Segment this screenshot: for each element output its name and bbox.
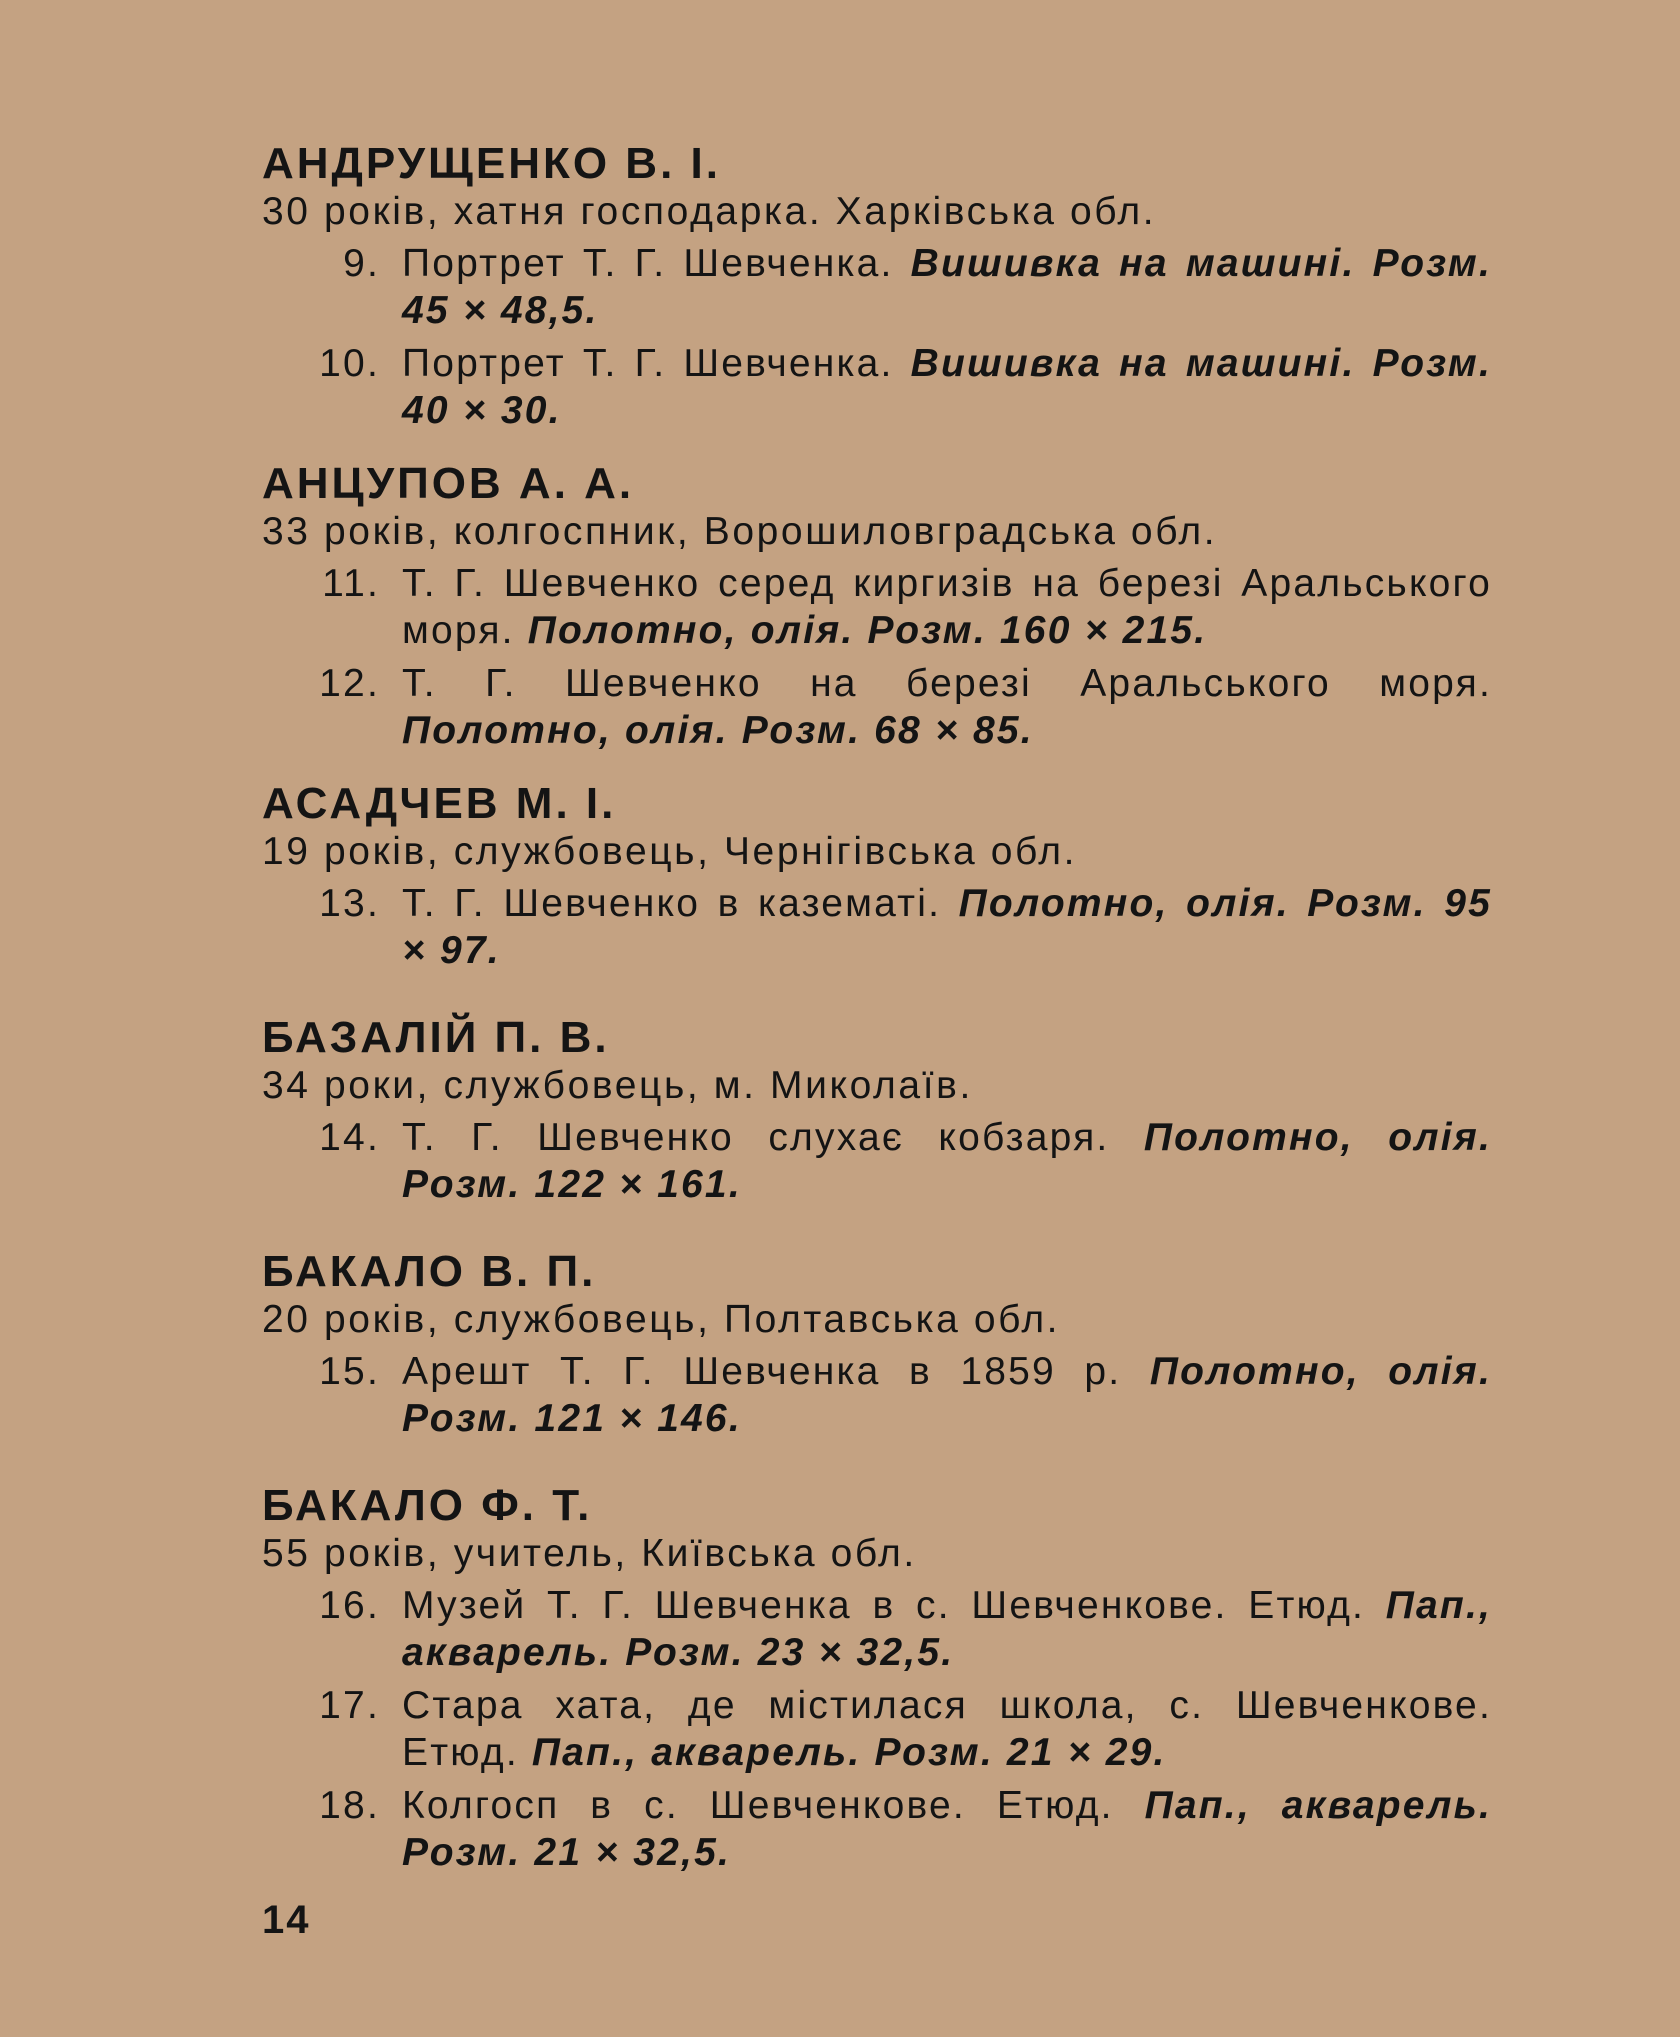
artwork-description	[402, 880, 1492, 974]
artwork-description	[402, 240, 1492, 334]
artwork-title: Т. Г. Шевченко на березі Аральського моря.	[402, 662, 1492, 705]
artwork-technique: Вишивка на машині. Розм. 40 × 30.	[402, 342, 1492, 432]
artist-entry	[262, 1482, 1492, 1876]
artwork-technique: Полотно, олія. Розм. 160 × 215.	[527, 609, 1208, 652]
artist-bio: 34 роки, службовець, м. Миколаїв.	[262, 1064, 973, 1107]
artwork-item	[262, 1348, 1492, 1442]
artist-entry	[262, 780, 1492, 974]
artwork-number: 18.	[319, 1784, 380, 1827]
artwork-technique: Вишивка на машині. Розм. 45 × 48,5.	[402, 242, 1492, 332]
artwork-description	[402, 1682, 1492, 1776]
artwork-number: 10.	[319, 342, 380, 385]
page-number: 14	[262, 1898, 311, 1942]
artwork-title: Портрет Т. Г. Шевченка.	[402, 242, 894, 285]
artwork-technique: Пап., акварель. Розм. 21 × 32,5.	[402, 1784, 1493, 1874]
artist-entry	[262, 1014, 1492, 1208]
artwork-description	[402, 340, 1492, 434]
artwork-title: Т. Г. Шевченко слухає кобзаря.	[402, 1116, 1110, 1159]
artist-name: БАКАЛО Ф. Т.	[262, 1481, 593, 1530]
artwork-technique: Полотно, олія. Розм. 121 × 146.	[402, 1350, 1492, 1440]
artwork-number: 16.	[319, 1584, 380, 1627]
artist-bio: 20 років, службовець, Полтавська обл.	[262, 1298, 1061, 1341]
artwork-item	[262, 660, 1492, 754]
artwork-number: 17.	[319, 1684, 380, 1727]
artist-entry	[262, 1248, 1492, 1442]
artist-name: БАКАЛО В. П.	[262, 1247, 597, 1296]
artwork-title: Т. Г. Шевченко серед киргизів на березі Аральського моря.	[402, 562, 1492, 652]
artwork-description	[402, 1582, 1492, 1676]
artist-entry	[262, 460, 1492, 754]
artwork-technique: Полотно, олія. Розм. 122 × 161.	[402, 1116, 1492, 1206]
artwork-description	[402, 660, 1492, 754]
artwork-number: 12.	[319, 662, 380, 705]
artwork-title: Т. Г. Шевченко в казематі.	[402, 882, 942, 925]
artwork-title: Арешт Т. Г. Шевченка в 1859 р.	[402, 1350, 1122, 1393]
artwork-description	[402, 1114, 1492, 1208]
artwork-description	[402, 1782, 1492, 1876]
artwork-item	[262, 560, 1492, 654]
artwork-description	[402, 560, 1492, 654]
artwork-number: 11.	[322, 562, 380, 605]
artwork-number: 9.	[343, 242, 380, 285]
artwork-item	[262, 1682, 1492, 1776]
artist-name: АНДРУЩЕНКО В. І.	[262, 139, 721, 188]
artwork-item	[262, 240, 1492, 334]
artist-name: АНЦУПОВ А. А.	[262, 459, 635, 508]
artist-bio: 30 років, хатня господарка. Харківська обл.	[262, 190, 1157, 233]
artist-bio: 33 років, колгоспник, Ворошиловградська обл.	[262, 510, 1218, 553]
artwork-technique: Полотно, олія. Розм. 68 × 85.	[402, 709, 1034, 752]
artwork-title: Колгосп в с. Шевченкове. Етюд.	[402, 1784, 1114, 1827]
artwork-title: Портрет Т. Г. Шевченка.	[402, 342, 894, 385]
artwork-number: 13.	[319, 882, 380, 925]
artwork-item	[262, 1582, 1492, 1676]
artwork-item	[262, 1114, 1492, 1208]
artwork-technique: Полотно, олія. Розм. 95 × 97.	[402, 882, 1492, 972]
artist-name: БАЗАЛІЙ П. В.	[262, 1013, 610, 1062]
artwork-title: Музей Т. Г. Шевченка в с. Шевченкове. Етюд.	[402, 1584, 1366, 1627]
artwork-technique: Пап., акварель. Розм. 23 × 32,5.	[402, 1584, 1493, 1674]
artist-entry	[262, 140, 1492, 434]
artwork-item	[262, 1782, 1492, 1876]
catalog-column	[262, 140, 1492, 1886]
artwork-technique: Пап., акварель. Розм. 21 × 29.	[531, 1731, 1167, 1774]
artwork-description	[402, 1348, 1492, 1442]
artwork-item	[262, 880, 1492, 974]
artwork-number: 15.	[319, 1350, 380, 1393]
artist-name: АСАДЧЕВ М. І.	[262, 779, 617, 828]
artwork-title: Стара хата, де містилася школа, с. Шевченкове. Етюд.	[402, 1684, 1492, 1774]
artwork-number: 14.	[319, 1116, 380, 1159]
artwork-item	[262, 340, 1492, 434]
artist-bio: 55 років, учитель, Київська обл.	[262, 1532, 917, 1575]
artist-bio: 19 років, службовець, Чернігівська обл.	[262, 830, 1078, 873]
